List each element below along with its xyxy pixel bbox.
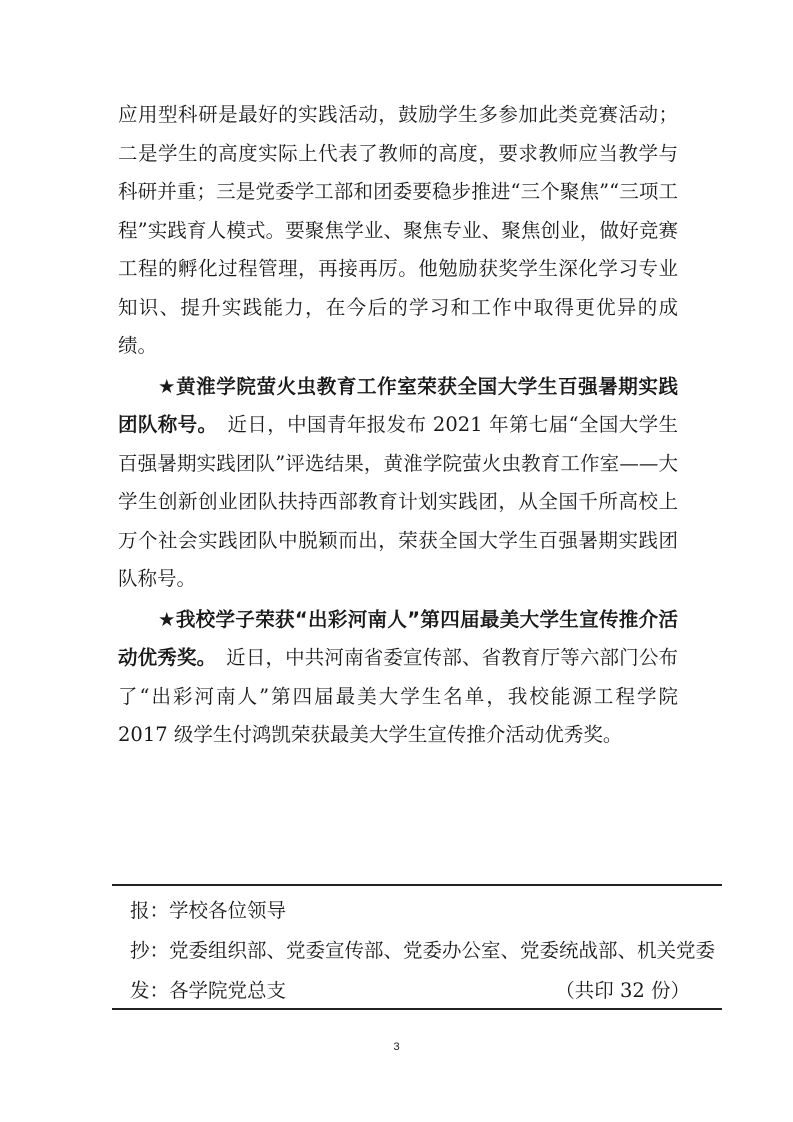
copy-label: 抄： — [130, 939, 170, 962]
news-item-firefly-studio — [118, 368, 678, 599]
distribution-send-row — [130, 976, 710, 1006]
body-text — [118, 96, 678, 755]
report-recipients: 学校各位领导 — [169, 899, 287, 922]
page-number: 3 — [393, 1041, 400, 1053]
distribution-bottom-rule — [112, 1008, 722, 1010]
distribution-top-rule — [112, 884, 722, 886]
copy-recipients: 党委组织部、党委宣传部、党委办公室、党委统战部、机关党委 — [169, 939, 716, 962]
copies-count: （共印 32 份） — [555, 979, 690, 1002]
distribution-report-row — [130, 896, 710, 926]
news-text: 近日，中国青年报发布 2021 年第七届“全国大学生百强暑期实践团队”评选结果，黄淮学院萤火虫教育工作室——大学生创新创业团队扶持西部教育计划实践团，从全国千所高校上万个社会实践团队中脱颖而出，荣获全国大学生百强暑期实践团队称号。 — [118, 413, 678, 590]
news-item-most-beautiful-student — [118, 601, 678, 755]
paragraph-continuation: 应用型科研是最好的实践活动，鼓励学生多参加此类竞赛活动；二是学生的高度实际上代表了教师的高度，要求教师应当教学与科研并重；三是党委学工部和团委要稳步推进“三个聚焦”“三项工程”实践育人模式。要聚焦学业、聚焦专业、聚焦创业，做好竞赛工程的孵化过程管理，再接再厉。他勉励获奖学生深化学习专业知识、提升实践能力，在今后的学习和工作中取得更优异的成绩。 — [118, 103, 678, 357]
report-label: 报： — [130, 899, 170, 922]
news-text: 近日，中共河南省委宣传部、省教育厅等六部门公布了“出彩河南人”第四届最美大学生名单，我校能源工程学院 2017 级学生付鸿凯荣获最美大学生宣传推介活动优秀奖。 — [118, 646, 678, 746]
send-recipients: 各学院党总支 — [169, 979, 287, 1002]
send-label: 发： — [130, 979, 170, 1002]
news-headline: ★我校学子荣获“出彩河南人”第四届最美大学生宣传推介活动优秀奖。 — [118, 607, 678, 669]
news-headline: ★黄淮学院萤火虫教育工作室荣获全国大学生百强暑期实践团队称号。 — [118, 374, 678, 436]
distribution-copy-row — [130, 936, 716, 966]
